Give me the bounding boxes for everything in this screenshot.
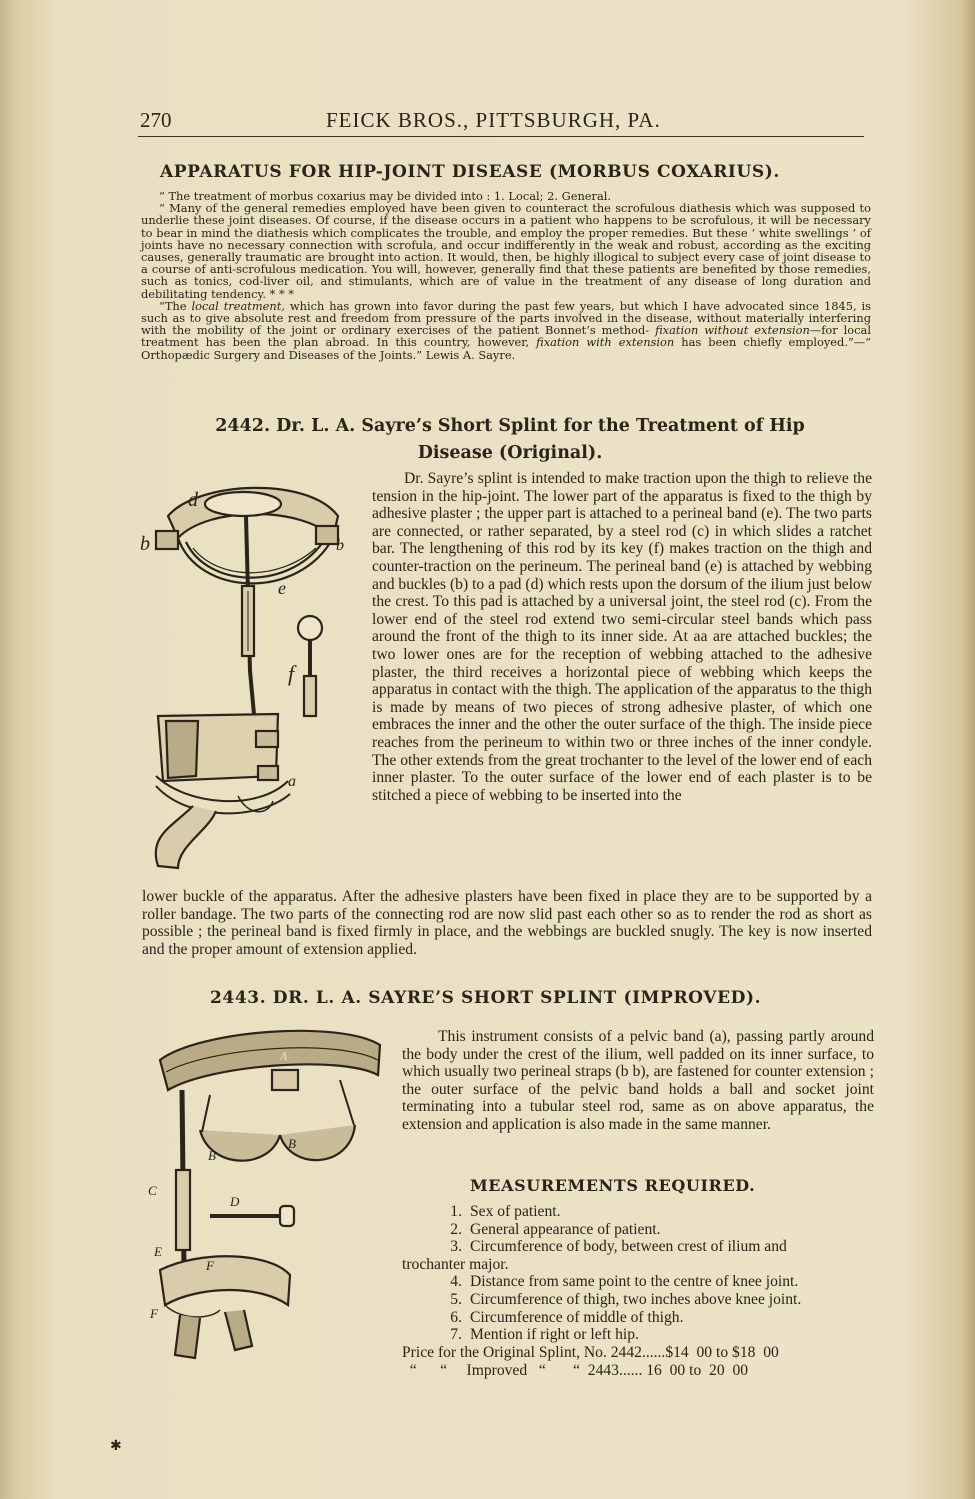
label-C: C xyxy=(148,1183,157,1198)
measurement-item: 1. Sex of patient. xyxy=(450,1203,561,1220)
quote-paragraph-3: “The local treatment, which has grown into favor during the past few years, but which I have advocated since 1845, is such as to give absolute rest and freedom from pressure of the parts involved in the disease, without materially interfering with the mobility of the joint or ordinary exercises of the patient Bonnet’s method- fixation without extension—for local treatment has been the plan abroad. In this country, however, fixation with extension has been chiefly employed.”—“ Orthopædic Surgery and Diseases of the Joints.” Lewis A. Sayre. xyxy=(141,298,871,362)
label-a: a xyxy=(288,773,296,790)
header-rule xyxy=(138,136,864,137)
label-d: d xyxy=(188,489,198,511)
label-B2: B xyxy=(288,1136,296,1151)
label-e: e xyxy=(278,578,286,598)
label-D: D xyxy=(230,1194,240,1209)
running-head: FEICK BROS., PITTSBURGH, PA. xyxy=(326,108,661,132)
measurement-item: 5. Circumference of thigh, two inches above knee joint. xyxy=(450,1290,802,1308)
label-b-left: b xyxy=(140,533,150,555)
splint-2443-illustration xyxy=(140,1020,390,1380)
item-2443-description: This instrument consists of a pelvic band (a), passing partly around the body under the crest of the ilium, well padded on its inner surface, to which usually two perineal straps (b b), are fastened for counter extension ; the outer surface of the pelvic band holds a ball and socket joint terminating into a tubular steel rod, same as on above apparatus, the extension and application is also made in the same manner. xyxy=(402,1028,874,1133)
measurement-item: 7. Mention if right or left hip. xyxy=(450,1326,639,1344)
item-2442-title-line1: 2442. Dr. L. A. Sayre’s Short Splint for the Treatment of Hip xyxy=(215,416,805,436)
label-E: E xyxy=(154,1244,162,1259)
page-number: 270 xyxy=(140,108,172,132)
label-F1: F xyxy=(206,1258,214,1273)
label-b-right: b xyxy=(336,537,344,554)
splint-2442-illustration xyxy=(138,476,368,881)
measurements-list xyxy=(402,1203,877,1344)
measurement-item: 4. Distance from same point to the centre of knee joint. xyxy=(450,1273,799,1291)
measurement-item: 2. General appearance of patient. xyxy=(450,1220,661,1238)
sayre-quote xyxy=(141,190,871,361)
item-2442-description-continued: lower buckle of the apparatus. After the adhesive plasters have been fixed in place they are to be supported by a roller bandage. The two parts of the connecting rod are now slid past each other so as to render the rod as short as possible ; the perineal band is fixed firmly in place, and the webbings are buckled snugly. The key is now inserted and the proper amount of extension applied. xyxy=(142,888,872,958)
quote-paragraph-2: “ Many of the general remedies employed have been given to counteract the scrofulous diathesis which was supposed to underlie these joint diseases. Of course, if the disease occurs in a patient who happens to be scrofulous, it will be necessary to bear in mind the diathesis which complicates the trouble, and employ the proper remedies. But these ‘ white swellings ’ of joints have no necessary connection with scrofula, and occur indifferently in the weak and robust, according as the exciting causes, generally traumatic are brought into action. It would, then, be highly illogical to subject every case of joint disease to a course of anti-scrofulous medication. You will, however, generally find that these patients are benefited by those remedies, such as tonics, cod-liver oil, and stimulants, which are of value in the treatment of any disease of long duration and debilitating tendency. * * * xyxy=(141,201,871,301)
section-title: APPARATUS FOR HIP-JOINT DISEASE (MORBUS COXARIUS). xyxy=(160,162,780,182)
label-A: A xyxy=(280,1049,288,1063)
label-f: f xyxy=(288,661,295,686)
quote-paragraph-1: “ The treatment of morbus coxarius may be divided into : 1. Local; 2. General. xyxy=(159,189,612,203)
footer-mark: ✱ xyxy=(110,1438,122,1454)
measurements-heading: MEASUREMENTS REQUIRED. xyxy=(470,1176,756,1195)
measurement-item: 6. Circumference of middle of thigh. xyxy=(450,1308,684,1326)
label-B1: B xyxy=(208,1148,216,1163)
price-improved: “ “ Improved “ “ 2443...... 16 00 to 20 00 xyxy=(402,1362,749,1379)
price-original: Price for the Original Splint, No. 2442......$14 00 to $18 00 xyxy=(402,1344,779,1361)
label-F2: F xyxy=(150,1306,158,1321)
item-2442-title-line2: Disease (Original). xyxy=(417,443,603,463)
item-2443-title: 2443. DR. L. A. SAYRE’S SHORT SPLINT (IMPROVED). xyxy=(210,988,762,1008)
item-2442-description: Dr. Sayre’s splint is intended to make traction upon the thigh to relieve the tension in the hip-joint. The lower part of the apparatus is fixed to the thigh by adhesive plaster ; the upper part is attached to a perineal band (e). The two parts are connected, or rather separated, by a steel rod (c) in which slides a ratchet bar. The lengthening of this rod by its key (f) makes traction on the thigh and counter-traction on the perineum. The perineal band (e) is attached by webbing and buckles (b) to a pad (d) which rests upon the dorsum of the ilium just below the crest. To this pad is attached by a universal joint, the steel rod (c). From the lower end of the steel rod extend two semi-circular steel bands which pass around the front of the thigh to its inner side. At aa are attached buckles; the two lower ones are for the reception of webbing attached to the adhesive plaster, the third receives a horizontal piece of webbing which keeps the apparatus in contact with the thigh. The application of the apparatus to the thigh is made by means of two pieces of strong adhesive plaster, of which one embraces the inner and the other the outer surface of the thigh. The inside piece reaches from the perineum to within two or three inches of the inner condyle. The other extends from the great trochanter to the level of the lower end of each inner plaster. To the outer surface of the lower end of each plaster is to be stitched a piece of webbing to be inserted into the xyxy=(372,470,872,804)
measurement-item: 3. Circumference of body, between crest of ilium and xyxy=(450,1238,787,1256)
page-header xyxy=(140,108,870,134)
measurement-item-wrap: trochanter major. xyxy=(402,1255,509,1273)
